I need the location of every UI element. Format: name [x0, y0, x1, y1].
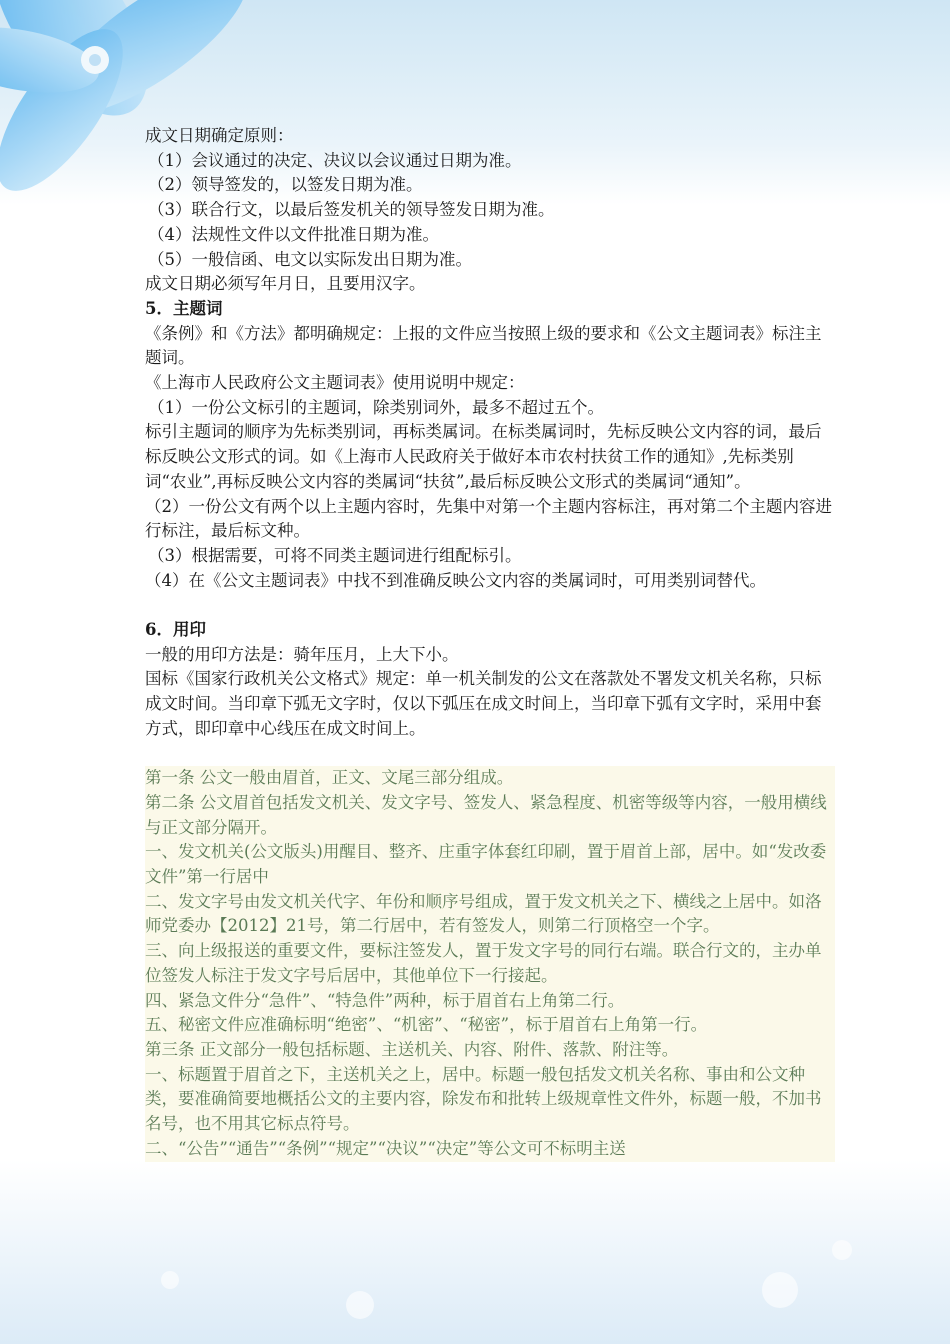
date-principle-item: （3）联合行文，以最后签发机关的领导签发日期为准。: [148, 200, 555, 220]
article-paragraph: 四、紧急文件分“急件”、“特急件”两种，标于眉首右上角第二行。: [145, 990, 625, 1010]
date-principle-item: （2）领导签发的，以签发日期为准。: [148, 175, 423, 195]
paragraph: 标引主题词的顺序为先标类别词，再标类属词。在标类属词时，先标反映公文内容的词，最后标反映公文形式的词。如《上海市人民政府关于做好本市农村扶贫工作的通知》,先标类别词“农业”,再标反映公文内容的类属词“扶贫”,最后标反映公文形式的类属词“通知”。: [145, 422, 822, 491]
section-heading-seal: 6．用印: [145, 620, 206, 640]
spacer: [145, 742, 835, 767]
paragraph: （1）一份公文标引的主题词，除类别词外，最多不超过五个。: [148, 397, 604, 417]
section-heading-keywords: 5．主题词: [145, 298, 223, 318]
paragraph: 《条例》和《方法》都明确规定：上报的文件应当按照上级的要求和《公文主题词表》标注主题词。: [145, 323, 822, 368]
article-paragraph: 第三条 正文部分一般包括标题、主送机关、内容、附件、落款、附注等。: [145, 1039, 679, 1059]
article-paragraph: 第二条 公文眉首包括发文机关、发文字号、签发人、紧急程度、机密等级等内容，一般用横线与正文部分隔开。: [145, 792, 827, 837]
spacer: [145, 593, 835, 618]
article-paragraph: 一、发文机关(公文版头)用醒目、整齐、庄重字体套红印刷，置于眉首上部，居中。如“发改委文件”第一行居中: [145, 842, 827, 887]
paragraph: 《上海市人民政府公文主题词表》使用说明中规定：: [145, 373, 525, 393]
date-principle-closing: 成文日期必须写年月日，且要用汉字。: [145, 274, 426, 294]
paragraph: （3）根据需要，可将不同类主题词进行组配标引。: [148, 545, 522, 565]
paragraph: （2）一份公文有两个以上主题内容时，先集中对第一个主题内容标注，再对第二个主题内容进行标注，最后标文种。: [145, 496, 832, 541]
paragraph: 一般的用印方法是：骑年压月，上大下小。: [145, 644, 459, 664]
date-principle-intro: 成文日期确定原则：: [145, 126, 294, 145]
article-paragraph: 三、向上级报送的重要文件，要标注签发人，置于发文字号的同行右端。联合行文的，主办单位签发人标注于发文字号后居中，其他单位下一行接起。: [145, 941, 822, 985]
paragraph: （4）在《公文主题词表》中找不到准确反映公文内容的类属词时，可用类别词替代。: [145, 570, 766, 590]
article-paragraph: 二、发文字号由发文机关代字、年份和顺序号组成，置于发文机关之下、横线之上居中。如洛师党委办【2012】21号，第二行居中，若有签发人，则第二行顶格空一个字。: [145, 891, 822, 936]
date-principle-item: （1）会议通过的决定、决议以会议通过日期为准。: [148, 150, 522, 170]
articles-block: [145, 766, 835, 1161]
paragraph: 国标《国家行政机关公文格式》规定：单一机关制发的公文在落款处不署发文机关名称，只标成文时间。当印章下弧无文字时，仅以下弧压在成文时间上，当印章下弧有文字时，采用中套方式，即印章中心线压在成文时间上。: [145, 669, 822, 738]
article-paragraph: 第一条 公文一般由眉首，正文、文尾三部分组成。: [145, 768, 514, 788]
article-paragraph: 二、“公告”“通告”“条例”“规定”“决议”“决定”等公文可不标明主送: [145, 1138, 626, 1158]
article-paragraph: 五、秘密文件应准确标明“绝密”、“机密”、“秘密”，标于眉首右上角第一行。: [145, 1015, 708, 1035]
date-principle-item: （5）一般信函、电文以实际发出日期为准。: [148, 249, 472, 269]
document-body: [145, 124, 835, 1162]
date-principle-item: （4）法规性文件以文件批准日期为准。: [148, 224, 439, 244]
article-paragraph: 一、标题置于眉首之下，主送机关之上，居中。标题一般包括发文机关名称、事由和公文种类，要准确简要地概括公文的主要内容，除发布和批转上级规章性文件外，标题一般，不加书名号，也不用其它标点符号。: [145, 1064, 822, 1134]
